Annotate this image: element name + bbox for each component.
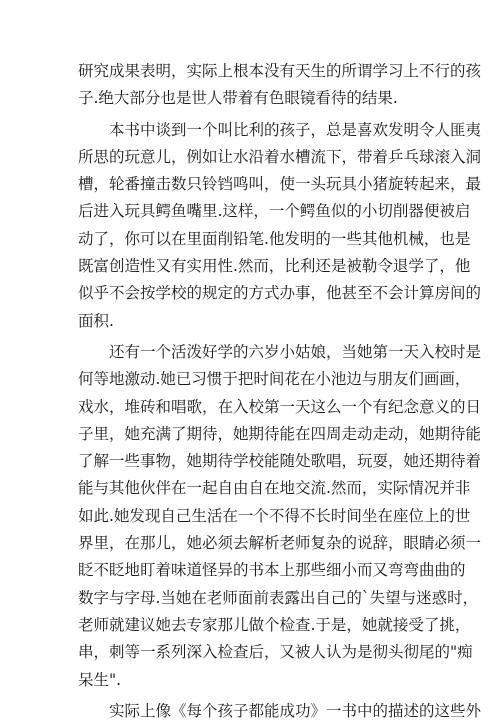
paragraph	[78, 117, 482, 335]
text-line: 串，刺等一系列深入检查后，又被人认为是彻头彻尾的"痴	[78, 643, 473, 662]
text-line: 子.绝大部分也是世人带着有色眼镜看待的结果.	[78, 89, 398, 108]
text-line: 既富创造性又有实用性.然而，比利还是被勒令退学了，他	[78, 257, 471, 276]
text-line: 本书中谈到一个叫比利的孩子，总是喜欢发明令人匪夷	[109, 120, 482, 139]
paragraph	[78, 58, 482, 113]
paragraph	[78, 339, 482, 694]
text-line: 戏水，堆砖和唱歌，在入校第一天这么一个有纪念意义的日	[78, 397, 482, 416]
text-line: 数字与字母.当她在老师面前表露出自己的`失望与迷惑时，	[78, 588, 479, 607]
text-line: 还有一个活泼好学的六岁小姑娘，当她第一天入校时是	[109, 342, 482, 361]
text-line: 研究成果表明，实际上根本没有天生的所谓学习上不行的孩	[78, 62, 482, 80]
body-text	[78, 58, 482, 725]
text-line: 后进入玩具鳄鱼嘴里.这样，一个鳄鱼似的小切削器便被启	[78, 202, 471, 221]
text-line: 如此.她发现自己生活在一个不得不长时间坐在座位上的世	[78, 506, 471, 525]
text-line: 面积.	[78, 311, 114, 330]
text-line: 老师就建议她去专家那儿做个检查.于是，她就接受了挑，	[78, 615, 471, 634]
text-line: 动了，你可以在里面削铅笔.他发明的一些其他机械，也是	[78, 229, 471, 248]
text-line: 槽，轮番撞击数只铃铛鸣叫，使一头玩具小猪旋转起来，最	[78, 175, 482, 194]
text-line: 子里，她充满了期待，她期待能在四周走动走动，她期待能	[78, 424, 482, 443]
text-line: 眨不眨地盯着味道怪异的书本上那些细小而又弯弯曲曲的	[78, 561, 466, 580]
paragraph	[78, 698, 482, 725]
text-line: 似乎不会按学校的规定的方式办事，他甚至不会计算房间的	[78, 284, 482, 303]
text-line: 能与其他伙伴在一起自由自在地交流.然而，实际情况并非	[78, 479, 471, 498]
text-line: 呆生".	[78, 670, 122, 689]
text-line: 实际上像《每个孩子都能成功》一书中的描述的这些外	[109, 701, 482, 720]
text-line: 界里，在那儿，她必须去解析老师复杂的说辞，眼睛必须一	[78, 534, 482, 553]
text-line: 了解一些事物，她期待学校能随处歌唱，玩耍，她还期待着	[78, 452, 482, 471]
text-line: 何等地激动.她已习惯于把时间花在小池边与朋友们画画，	[78, 370, 471, 389]
text-line: 所思的玩意儿，例如让水沿着水槽流下，带着乒乓球滚入洞	[78, 147, 482, 166]
